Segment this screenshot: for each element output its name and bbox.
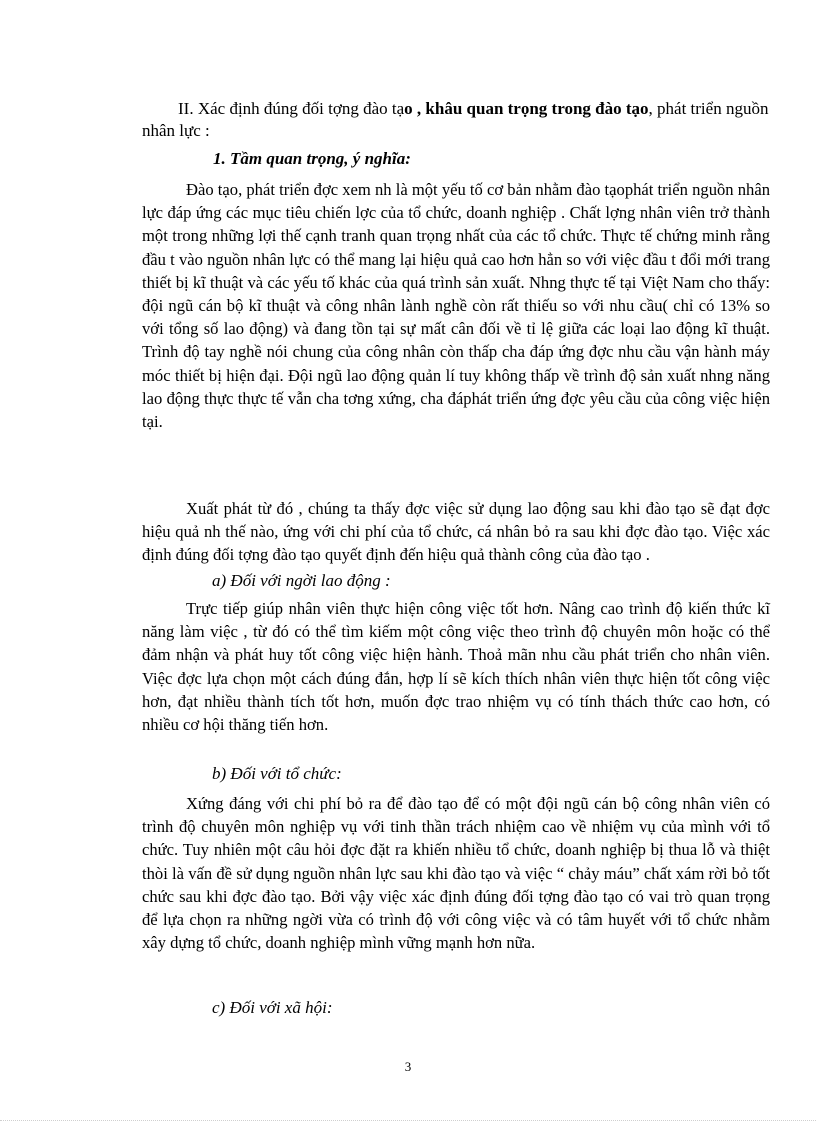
page-bottom-divider <box>0 1120 816 1122</box>
subsection-title-importance: 1. Tầm quan trọng, ý nghĩa: <box>213 149 411 168</box>
heading-suffix: , phát triển nguồn nhân lực : <box>142 99 769 140</box>
heading-prefix: II. Xác định đúng đối tợng đào tạ <box>178 99 405 118</box>
paragraph-importance: Đào tạo, phát triển đợc xem nh là một yếu tố cơ bản nhằm đào tạophát triển nguồn nhân lực đáp ứng các mục tiêu chiến lợc của tổ chức, doanh nghiệp . Chất lợng nhân viên trở thành một trong những lợi thế cạnh tranh quan trọng nhất của các tổ chức. Thực tế chứng minh rằng đầu t vào nguồn nhân lực có thể mang lại hiệu quả cao hơn hẳn so với việc đầu t đổi mới trang thiết bị kĩ thuật và các yếu tố khác của quá trình sản xuất. Nhng thực tế tại Việt Nam cho thấy: đội ngũ cán bộ kĩ thuật và công nhân lành nghề còn rất thiếu so với nhu cầu( chỉ có 13% so với tổng số lao động) và đang tồn tại sự mất cân đối về tỉ lệ giữa các loại lao động kĩ thuật. Trình độ tay nghề nói chung của công nhân còn thấp cha đáp ứng đợc nhu cầu vận hành máy móc thiết bị hiện đại. Đội ngũ lao động quản lí tuy không thấp về trình độ sản xuất nhng năng lao động thực thực tế vẫn cha tơng xứng, cha đáphát triển ứng đợc yêu cầu của công việc hiện tại. <box>142 180 770 432</box>
subheading-for-workers: a) Đối với ngời lao động : <box>212 571 391 590</box>
heading-bold: o , khâu quan trọng trong đào tạo <box>404 99 649 118</box>
paragraph-for-organization: Xứng đáng với chi phí bỏ ra để đào tạo để có một đội ngũ cán bộ công nhân viên có trình độ chuyên môn nghiệp vụ với tinh thần trách nhiệm cao về nhiệm vụ của mình với tổ chức. Tuy nhiên một câu hỏi đợc đặt ra khiến nhiều tổ chức, doanh nghiệp bị thua lỗ và thiệt thòi là vấn đề sử dụng nguồn nhân lực sau khi đào tạo và việc “ chảy máu” chất xám rời bỏ tốt chức sau khi đợc đào tạo. Bởi vậy việc xác định đúng đối tợng đào tạo có vai trò quan trọng để lựa chọn ra những ngời vừa có trình độ với công việc và có tâm huyết với tổ chức nhằm xây dựng tổ chức, doanh nghiệp mình vững mạnh hơn nữa. <box>142 794 770 953</box>
page-number: 3 <box>404 1059 412 1074</box>
section-heading <box>142 98 772 142</box>
subheading-for-society: c) Đối với xã hội: <box>212 998 333 1017</box>
paragraph-for-workers: Trực tiếp giúp nhân viên thực hiện công việc tốt hơn. Nâng cao trình độ kiến thức kĩ năng làm việc , từ đó có thể tìm kiếm một công việc theo trình độ chuyên môn hoặc có thể đảm nhận và phát huy tốt công việc hiện hành. Thoả mãn nhu cầu phát triển cho nhân viên. Việc đợc lựa chọn một cách đúng đắn, hợp lí sẽ kích thích nhân viên thực hiện tốt công việc hơn, đạt nhiều thành tích tốt hơn, muốn đợc trao nhiệm vụ có tính thách thức cao hơn, có nhiều cơ hội thăng tiến hơn. <box>142 599 770 735</box>
paragraph-starting-point: Xuất phát từ đó , chúng ta thấy đợc việc sử dụng lao động sau khi đào tạo sẽ đạt đợc hiệu quả nh thế nào, ứng với chi phí của tổ chức, cá nhân bỏ ra sau khi đợc đào tạo. Việc xác định đúng đối tợng đào tạo quyết định đến hiệu quả thành công của đào tạo . <box>142 499 770 565</box>
subheading-for-organization: b) Đối với tổ chức: <box>212 764 342 783</box>
